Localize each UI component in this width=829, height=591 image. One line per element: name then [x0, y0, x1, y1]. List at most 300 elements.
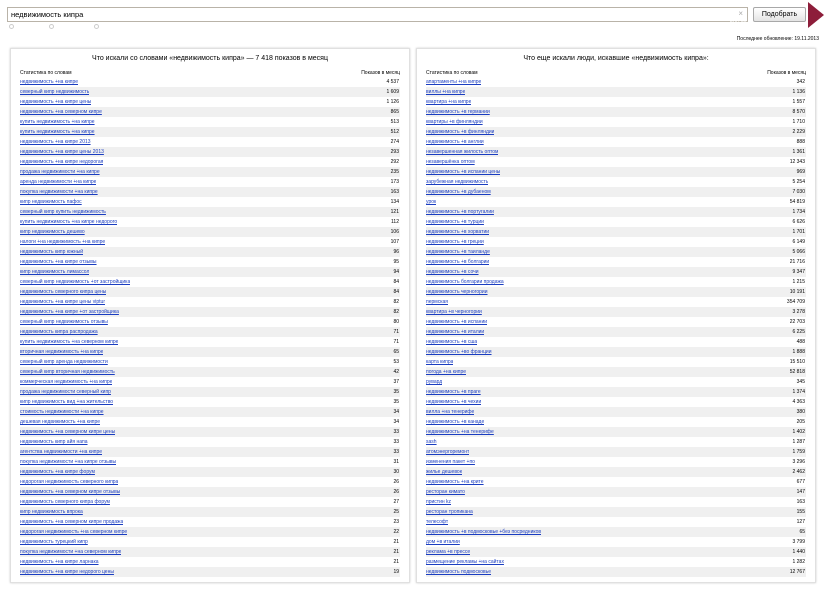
impressions-count: 1 710	[792, 119, 805, 125]
table-header	[426, 70, 806, 77]
table-row	[426, 537, 806, 547]
keyword-link[interactable]: недвижимость турецкий кипр	[20, 539, 88, 545]
words-table	[20, 77, 400, 577]
table-row	[426, 167, 806, 177]
impressions-count: 33	[393, 449, 399, 455]
impressions-count: 21 716	[789, 259, 805, 265]
mode-by-regions[interactable]: По регионам	[49, 23, 86, 29]
keyword-link[interactable]: купить недвижимость +на северном кипре	[20, 339, 119, 345]
table-row	[20, 507, 400, 517]
table-row	[20, 147, 400, 157]
keyword-link[interactable]: недвижимость +на кипре недорогая	[20, 159, 104, 165]
table-row	[20, 517, 400, 527]
keyword-link[interactable]: агентства недвижимости +на кипре	[20, 449, 103, 455]
last-updated: Последнее обновление: 19.11.2013	[736, 36, 819, 42]
impressions-count: 35	[393, 389, 399, 395]
table-row	[426, 347, 806, 357]
keyword-link[interactable]: недвижимость +в финляндии	[426, 129, 495, 135]
table-row	[426, 397, 806, 407]
impressions-count: 25	[393, 509, 399, 515]
table-row	[426, 467, 806, 477]
table-row	[426, 367, 806, 377]
keyword-link[interactable]: недвижимость +на кипре ларнака	[20, 559, 99, 565]
table-row	[426, 237, 806, 247]
impressions-count: 127	[796, 519, 805, 525]
impressions-count: 1 215	[792, 279, 805, 285]
keyword-link[interactable]: недвижимость +в испании цены	[426, 169, 501, 175]
keyword-link[interactable]: недвижимость +в сочи	[426, 269, 479, 275]
keyword-link[interactable]: покупка недвижимости +на кипре	[20, 189, 98, 195]
table-row	[426, 487, 806, 497]
table-row	[426, 217, 806, 227]
table-row	[20, 457, 400, 467]
keyword-link[interactable]: купить недвижимость +на кипре	[20, 119, 95, 125]
table-row	[426, 97, 806, 107]
keyword-link[interactable]: недорогая недвижимость северного кипра	[20, 479, 119, 485]
keyword-link[interactable]: недвижимость +в канаде	[426, 419, 485, 425]
table-row	[20, 137, 400, 147]
impressions-count: 5 066	[792, 249, 805, 255]
mode-by-words[interactable]: По словам	[9, 23, 41, 29]
impressions-count: 35	[393, 399, 399, 405]
table-row	[20, 257, 400, 267]
keyword-link[interactable]: стоимость недвижимости +на кипре	[20, 409, 104, 415]
impressions-count: 274	[390, 139, 399, 145]
keyword-link[interactable]: незавершёнка оптом	[426, 159, 475, 165]
table-row	[426, 177, 806, 187]
impressions-count: 27	[393, 499, 399, 505]
table-row	[20, 407, 400, 417]
table-row	[20, 177, 400, 187]
keyword-link[interactable]: реклама +в прессе	[426, 549, 471, 555]
table-row	[426, 457, 806, 467]
impressions-count: 26	[393, 489, 399, 495]
keyword-link[interactable]: дешевая недвижимость +на кипре	[20, 419, 101, 425]
keyword-link[interactable]: недвижимость +в италии	[426, 329, 485, 335]
search-query[interactable]: недвижимость кипра	[11, 10, 84, 19]
keyword-link[interactable]: телесофт	[426, 519, 449, 525]
keyword-link[interactable]: недвижимость +на кипре цены	[20, 99, 92, 105]
keyword-link[interactable]: атомэнергоремонт	[426, 449, 470, 455]
keyword-link[interactable]: покупка недвижимости +на кипре отзывы	[20, 459, 117, 465]
impressions-count: 4 537	[386, 79, 399, 85]
keyword-link[interactable]: апартаменты +на кипре	[426, 79, 482, 85]
keyword-link[interactable]: вилла +на тенерифе	[426, 409, 475, 415]
arrow-icon	[808, 2, 824, 28]
table-row	[20, 487, 400, 497]
table-row	[20, 397, 400, 407]
table-row	[20, 267, 400, 277]
keyword-link[interactable]: квартира +в черногории	[426, 309, 482, 315]
impressions-count: 15 510	[789, 359, 805, 365]
impressions-count: 1 126	[386, 99, 399, 105]
keyword-link[interactable]: недвижимость +в испании	[426, 319, 488, 325]
keyword-link[interactable]: карта кипра	[426, 359, 454, 365]
clear-icon[interactable]: ×	[738, 9, 743, 18]
table-row	[426, 157, 806, 167]
table-row	[426, 107, 806, 117]
keyword-link[interactable]: недвижимость северного кипра цены	[20, 289, 107, 295]
keyword-link[interactable]: недвижимость +в германии	[426, 109, 490, 115]
keyword-link[interactable]: пермская	[426, 299, 448, 305]
table-row	[426, 477, 806, 487]
table-row	[20, 537, 400, 547]
impressions-count: 21	[393, 559, 399, 565]
search-header	[0, 0, 829, 30]
impressions-count: 513	[390, 119, 399, 125]
impressions-count: 345	[796, 379, 805, 385]
impressions-count: 54 819	[789, 199, 805, 205]
impressions-count: 1 136	[792, 89, 805, 95]
keyword-link[interactable]: ресторан тропикана	[426, 509, 473, 515]
impressions-count: 1 282	[792, 559, 805, 565]
impressions-count: 112	[391, 219, 399, 225]
keyword-link[interactable]: недорогая недвижимость +на северном кипре	[20, 529, 128, 535]
impressions-count: 33	[393, 439, 399, 445]
keyword-link[interactable]: недвижимость +на северном кипре продажа	[20, 519, 124, 525]
impressions-count: 65	[799, 529, 805, 535]
impressions-count: 80	[393, 319, 399, 325]
impressions-count: 82	[393, 309, 399, 315]
table-row	[426, 517, 806, 527]
keyword-link[interactable]: незавершенная жилость оптом	[426, 149, 499, 155]
impressions-count: 163	[390, 189, 399, 195]
table-row	[426, 247, 806, 257]
table-row	[426, 407, 806, 417]
table-row	[20, 277, 400, 287]
keyword-link[interactable]: недвижимость +на кипре +от застройщика	[20, 309, 119, 315]
keyword-link[interactable]: урок	[426, 199, 437, 205]
keyword-link[interactable]: недвижимость +в дубаеном	[426, 189, 491, 195]
keyword-link[interactable]: недвижимость +в болгарии	[426, 259, 490, 265]
keyword-link[interactable]: северный кипр недвижимость +от застройщика	[20, 279, 131, 285]
impressions-count: 10 191	[789, 289, 805, 295]
impressions-count: 1 701	[792, 229, 805, 235]
keyword-link[interactable]: ресторан кимато	[426, 489, 465, 495]
keyword-link[interactable]: покупка недвижимости +на северном кипре	[20, 549, 122, 555]
impressions-count: 1 440	[792, 549, 805, 555]
impressions-count: 52 818	[789, 369, 805, 375]
panel-title: Что еще искали люди, искавшие «недвижимость кипра»:	[523, 55, 709, 62]
table-row	[426, 327, 806, 337]
table-row	[426, 337, 806, 347]
impressions-count: 121	[390, 209, 399, 215]
impressions-count: 1 759	[792, 449, 805, 455]
impressions-count: 512	[390, 129, 399, 135]
impressions-count: 26	[393, 479, 399, 485]
impressions-count: 147	[796, 489, 805, 495]
impressions-count: 30	[393, 469, 399, 475]
table-row	[426, 377, 806, 387]
keyword-link[interactable]: sash	[426, 439, 437, 445]
related-table	[426, 77, 806, 577]
keyword-link[interactable]: недвижимость +на кипре 2013	[20, 139, 91, 145]
table-row	[20, 107, 400, 117]
impressions-count: 3 278	[792, 309, 805, 315]
impressions-count: 1 287	[792, 439, 805, 445]
impressions-count: 95	[393, 259, 399, 265]
table-row	[426, 277, 806, 287]
table-row	[20, 427, 400, 437]
keyword-link[interactable]: недвижимость +в таиланде	[426, 249, 490, 255]
impressions-count: 1 888	[792, 349, 805, 355]
table-row	[20, 347, 400, 357]
impressions-count: 888	[796, 139, 805, 145]
keyword-link[interactable]: недвижимость +в подмосковье +без посредников	[426, 529, 542, 535]
mode-history[interactable]: История запросов	[94, 23, 143, 29]
keyword-link[interactable]: кипр недвижимость вид +на жительство	[20, 399, 114, 405]
impressions-count: 173	[390, 179, 399, 185]
table-row	[426, 437, 806, 447]
table-row	[20, 217, 400, 227]
keyword-link[interactable]: северный кипр вторичная недвижимость	[20, 369, 115, 375]
keyword-link[interactable]: зарубежная недвижимость	[426, 179, 489, 185]
table-row	[426, 297, 806, 307]
table-row	[20, 467, 400, 477]
table-row	[20, 87, 400, 97]
table-row	[20, 527, 400, 537]
table-row	[20, 117, 400, 127]
impressions-count: 42	[393, 369, 399, 375]
keyword-link[interactable]: налоги +на недвижимость +на кипре	[20, 239, 106, 245]
radio-icon[interactable]	[9, 24, 14, 29]
radio-icon[interactable]	[49, 24, 54, 29]
keyword-link[interactable]: недвижимость +в праге	[426, 389, 481, 395]
impressions-count: 12 343	[789, 159, 805, 165]
table-row	[426, 267, 806, 277]
table-row	[20, 377, 400, 387]
keyword-link[interactable]: недвижимость +в греции	[426, 239, 484, 245]
impressions-count: 3 799	[792, 539, 805, 545]
keyword-link[interactable]: недвижимость +в англии	[426, 139, 484, 145]
table-row	[20, 197, 400, 207]
impressions-count: 235	[390, 169, 399, 175]
keyword-link[interactable]: северный кипр купить недвижимость	[20, 209, 106, 215]
impressions-count: 84	[393, 289, 399, 295]
keyword-link[interactable]: пристин kz	[426, 499, 452, 505]
table-row	[20, 477, 400, 487]
table-row	[426, 117, 806, 127]
radio-icon[interactable]	[94, 24, 99, 29]
impressions-count: 865	[390, 109, 399, 115]
keyword-link[interactable]: северный кипр недвижимость	[20, 89, 90, 95]
impressions-count: 23	[393, 519, 399, 525]
keyword-link[interactable]: вторичная недвижимость +на кипре	[20, 349, 104, 355]
table-row	[20, 187, 400, 197]
table-row	[20, 227, 400, 237]
keyword-link[interactable]: изменения пакет +по	[426, 459, 475, 465]
search-input[interactable]	[7, 7, 748, 22]
impressions-count: 37	[393, 379, 399, 385]
impressions-count: 21	[393, 549, 399, 555]
table-row	[20, 207, 400, 217]
keyword-link[interactable]: недвижимость болгарии продажа	[426, 279, 504, 285]
impressions-count: 19	[393, 569, 399, 575]
impressions-count: 53	[393, 359, 399, 365]
submit-button[interactable]: Подобрать	[753, 7, 806, 22]
impressions-count: 34	[393, 419, 399, 425]
table-row	[426, 147, 806, 157]
impressions-count: 292	[390, 159, 399, 165]
impressions-count: 96	[393, 249, 399, 255]
impressions-count: 65	[393, 349, 399, 355]
impressions-count: 3 296	[792, 459, 805, 465]
table-row	[426, 557, 806, 567]
keyword-link[interactable]: северный кипр аренда недвижимости	[20, 359, 108, 365]
table-row	[20, 417, 400, 427]
keyword-link[interactable]: дом +в италии	[426, 539, 460, 545]
keyword-link[interactable]: недвижимость +на кипре цены viptur	[20, 299, 105, 305]
keyword-link[interactable]: кипр недвижимость дешево	[20, 229, 85, 235]
keyword-link[interactable]: кипр недвижимость пафос	[20, 199, 82, 205]
keyword-link[interactable]: продажа недвижимости северный кипр	[20, 389, 111, 395]
keyword-link[interactable]: недвижимость +в турции	[426, 219, 484, 225]
table-row	[20, 337, 400, 347]
keyword-link[interactable]: недвижимость кипр южный	[20, 249, 83, 255]
keyword-link[interactable]: недвижимость +в португалии	[426, 209, 494, 215]
impressions-count: 293	[390, 149, 399, 155]
keyword-link[interactable]: квартира +на кипре	[426, 99, 472, 105]
keyword-link[interactable]: недвижимость подмосковье	[426, 569, 492, 575]
table-row	[20, 497, 400, 507]
table-row	[20, 167, 400, 177]
region-link[interactable]: Россия	[730, 19, 747, 25]
table-row	[426, 357, 806, 367]
impressions-count: 33	[393, 429, 399, 435]
impressions-count: 8 570	[792, 109, 805, 115]
keyword-link[interactable]: недвижимость кипр айя напа	[20, 439, 88, 445]
keyword-link[interactable]: недвижимость северного кипра форум	[20, 499, 110, 505]
keyword-link[interactable]: недвижимость кипра распродажа	[20, 329, 98, 335]
table-row	[426, 207, 806, 217]
keyword-link[interactable]: недвижимость +на крите	[426, 479, 484, 485]
table-row	[426, 567, 806, 577]
table-row	[20, 547, 400, 557]
keyword-link[interactable]: виллы +на кипре	[426, 89, 466, 95]
table-row	[20, 437, 400, 447]
impressions-count: 342	[796, 79, 805, 85]
table-row	[20, 287, 400, 297]
impressions-count: 969	[796, 169, 805, 175]
keyword-link[interactable]: квартиры +в финляндии	[426, 119, 483, 125]
keyword-link[interactable]: кипр недвижимость впрока	[20, 509, 83, 515]
table-row	[426, 307, 806, 317]
keyword-link[interactable]: недвижимость +в сша	[426, 339, 478, 345]
keyword-link[interactable]: недвижимость +во франции	[426, 349, 492, 355]
keyword-link[interactable]: кипр недвижимость лимассол	[20, 269, 90, 275]
keyword-link[interactable]: недвижимость +на северном кипре	[20, 109, 102, 115]
impressions-count: 380	[796, 409, 805, 415]
keyword-link[interactable]: недвижимость +на кипре форум	[20, 469, 95, 475]
keyword-link[interactable]: недвижимость черногории	[426, 289, 488, 295]
keyword-link[interactable]: аренда недвижимости +на кипре	[20, 179, 97, 185]
impressions-count: 7 030	[792, 189, 805, 195]
table-row	[426, 497, 806, 507]
keyword-link[interactable]: продажа недвижимости +на кипре	[20, 169, 100, 175]
table-row	[20, 367, 400, 377]
table-header	[20, 70, 400, 77]
keyword-link[interactable]: недвижимость +на тенерифе	[426, 429, 494, 435]
impressions-count: 107	[390, 239, 399, 245]
impressions-count: 5 254	[792, 179, 805, 185]
keyword-link[interactable]: купить недвижимость +на кипре недорого	[20, 219, 118, 225]
impressions-count: 9 347	[792, 269, 805, 275]
table-row	[426, 227, 806, 237]
table-row	[426, 507, 806, 517]
impressions-count: 31	[393, 459, 399, 465]
impressions-count: 1 374	[792, 389, 805, 395]
impressions-count: 106	[390, 229, 399, 235]
keyword-link[interactable]: недвижимость +на северном кипре цены	[20, 429, 116, 435]
impressions-count: 71	[393, 339, 399, 345]
keyword-link[interactable]: недвижимость +на кипре	[20, 79, 79, 85]
impressions-count: 6 225	[792, 329, 805, 335]
keyword-link[interactable]: недвижимость +на северном кипре отзывы	[20, 489, 121, 495]
column-count[interactable]: Показов в месяц	[361, 70, 400, 76]
table-row	[20, 307, 400, 317]
table-row	[426, 197, 806, 207]
keyword-link[interactable]: погода +на кипре	[426, 369, 467, 375]
search-mode-group	[9, 23, 143, 29]
impressions-count: 1 402	[792, 429, 805, 435]
table-row	[426, 317, 806, 327]
keyword-link[interactable]: недвижимость +в хорватии	[426, 229, 490, 235]
keyword-link[interactable]: недвижимость +на кипре недорого цены	[20, 569, 114, 575]
table-row	[20, 77, 400, 87]
keyword-link[interactable]: коммерческая недвижимость +на кипре	[20, 379, 113, 385]
impressions-count: 354 709	[786, 299, 805, 305]
keyword-link[interactable]: северный кипр недвижимость отзывы	[20, 319, 108, 325]
table-row	[426, 137, 806, 147]
table-row	[426, 287, 806, 297]
keyword-link[interactable]: недвижимость +в чехии	[426, 399, 482, 405]
impressions-count: 22 703	[789, 319, 805, 325]
impressions-count: 84	[393, 279, 399, 285]
keyword-link[interactable]: недвижимость +на кипре цены 2013	[20, 149, 104, 155]
keyword-link[interactable]: недвижимость +на кипре отзывы	[20, 259, 97, 265]
impressions-count: 1 557	[792, 99, 805, 105]
table-row	[426, 127, 806, 137]
keyword-link[interactable]: размещение рекламы +на сайтах	[426, 559, 504, 565]
table-row	[426, 547, 806, 557]
table-row	[20, 317, 400, 327]
table-row	[20, 247, 400, 257]
table-row	[426, 257, 806, 267]
table-row	[426, 527, 806, 537]
impressions-count: 1 609	[386, 89, 399, 95]
table-row	[20, 387, 400, 397]
impressions-count: 12 767	[789, 569, 805, 575]
impressions-count: 134	[390, 199, 399, 205]
impressions-count: 71	[393, 329, 399, 335]
keyword-link[interactable]: рувард	[426, 379, 443, 385]
table-row	[20, 447, 400, 457]
impressions-count: 488	[796, 339, 805, 345]
panel-title: Что искали со словами «недвижимость кипра» — 7 418 показов в месяц	[92, 55, 328, 62]
table-row	[426, 387, 806, 397]
impressions-count: 163	[796, 499, 805, 505]
impressions-count: 94	[393, 269, 399, 275]
table-row	[426, 87, 806, 97]
impressions-count: 677	[796, 479, 805, 485]
keyword-link[interactable]: купить недвижимость +на кипре	[20, 129, 95, 135]
column-count[interactable]: Показов в месяц	[767, 70, 806, 76]
impressions-count: 6 149	[792, 239, 805, 245]
table-row	[20, 357, 400, 367]
keyword-link[interactable]: жилье дешевое	[426, 469, 463, 475]
impressions-count: 21	[393, 539, 399, 545]
impressions-count: 82	[393, 299, 399, 305]
